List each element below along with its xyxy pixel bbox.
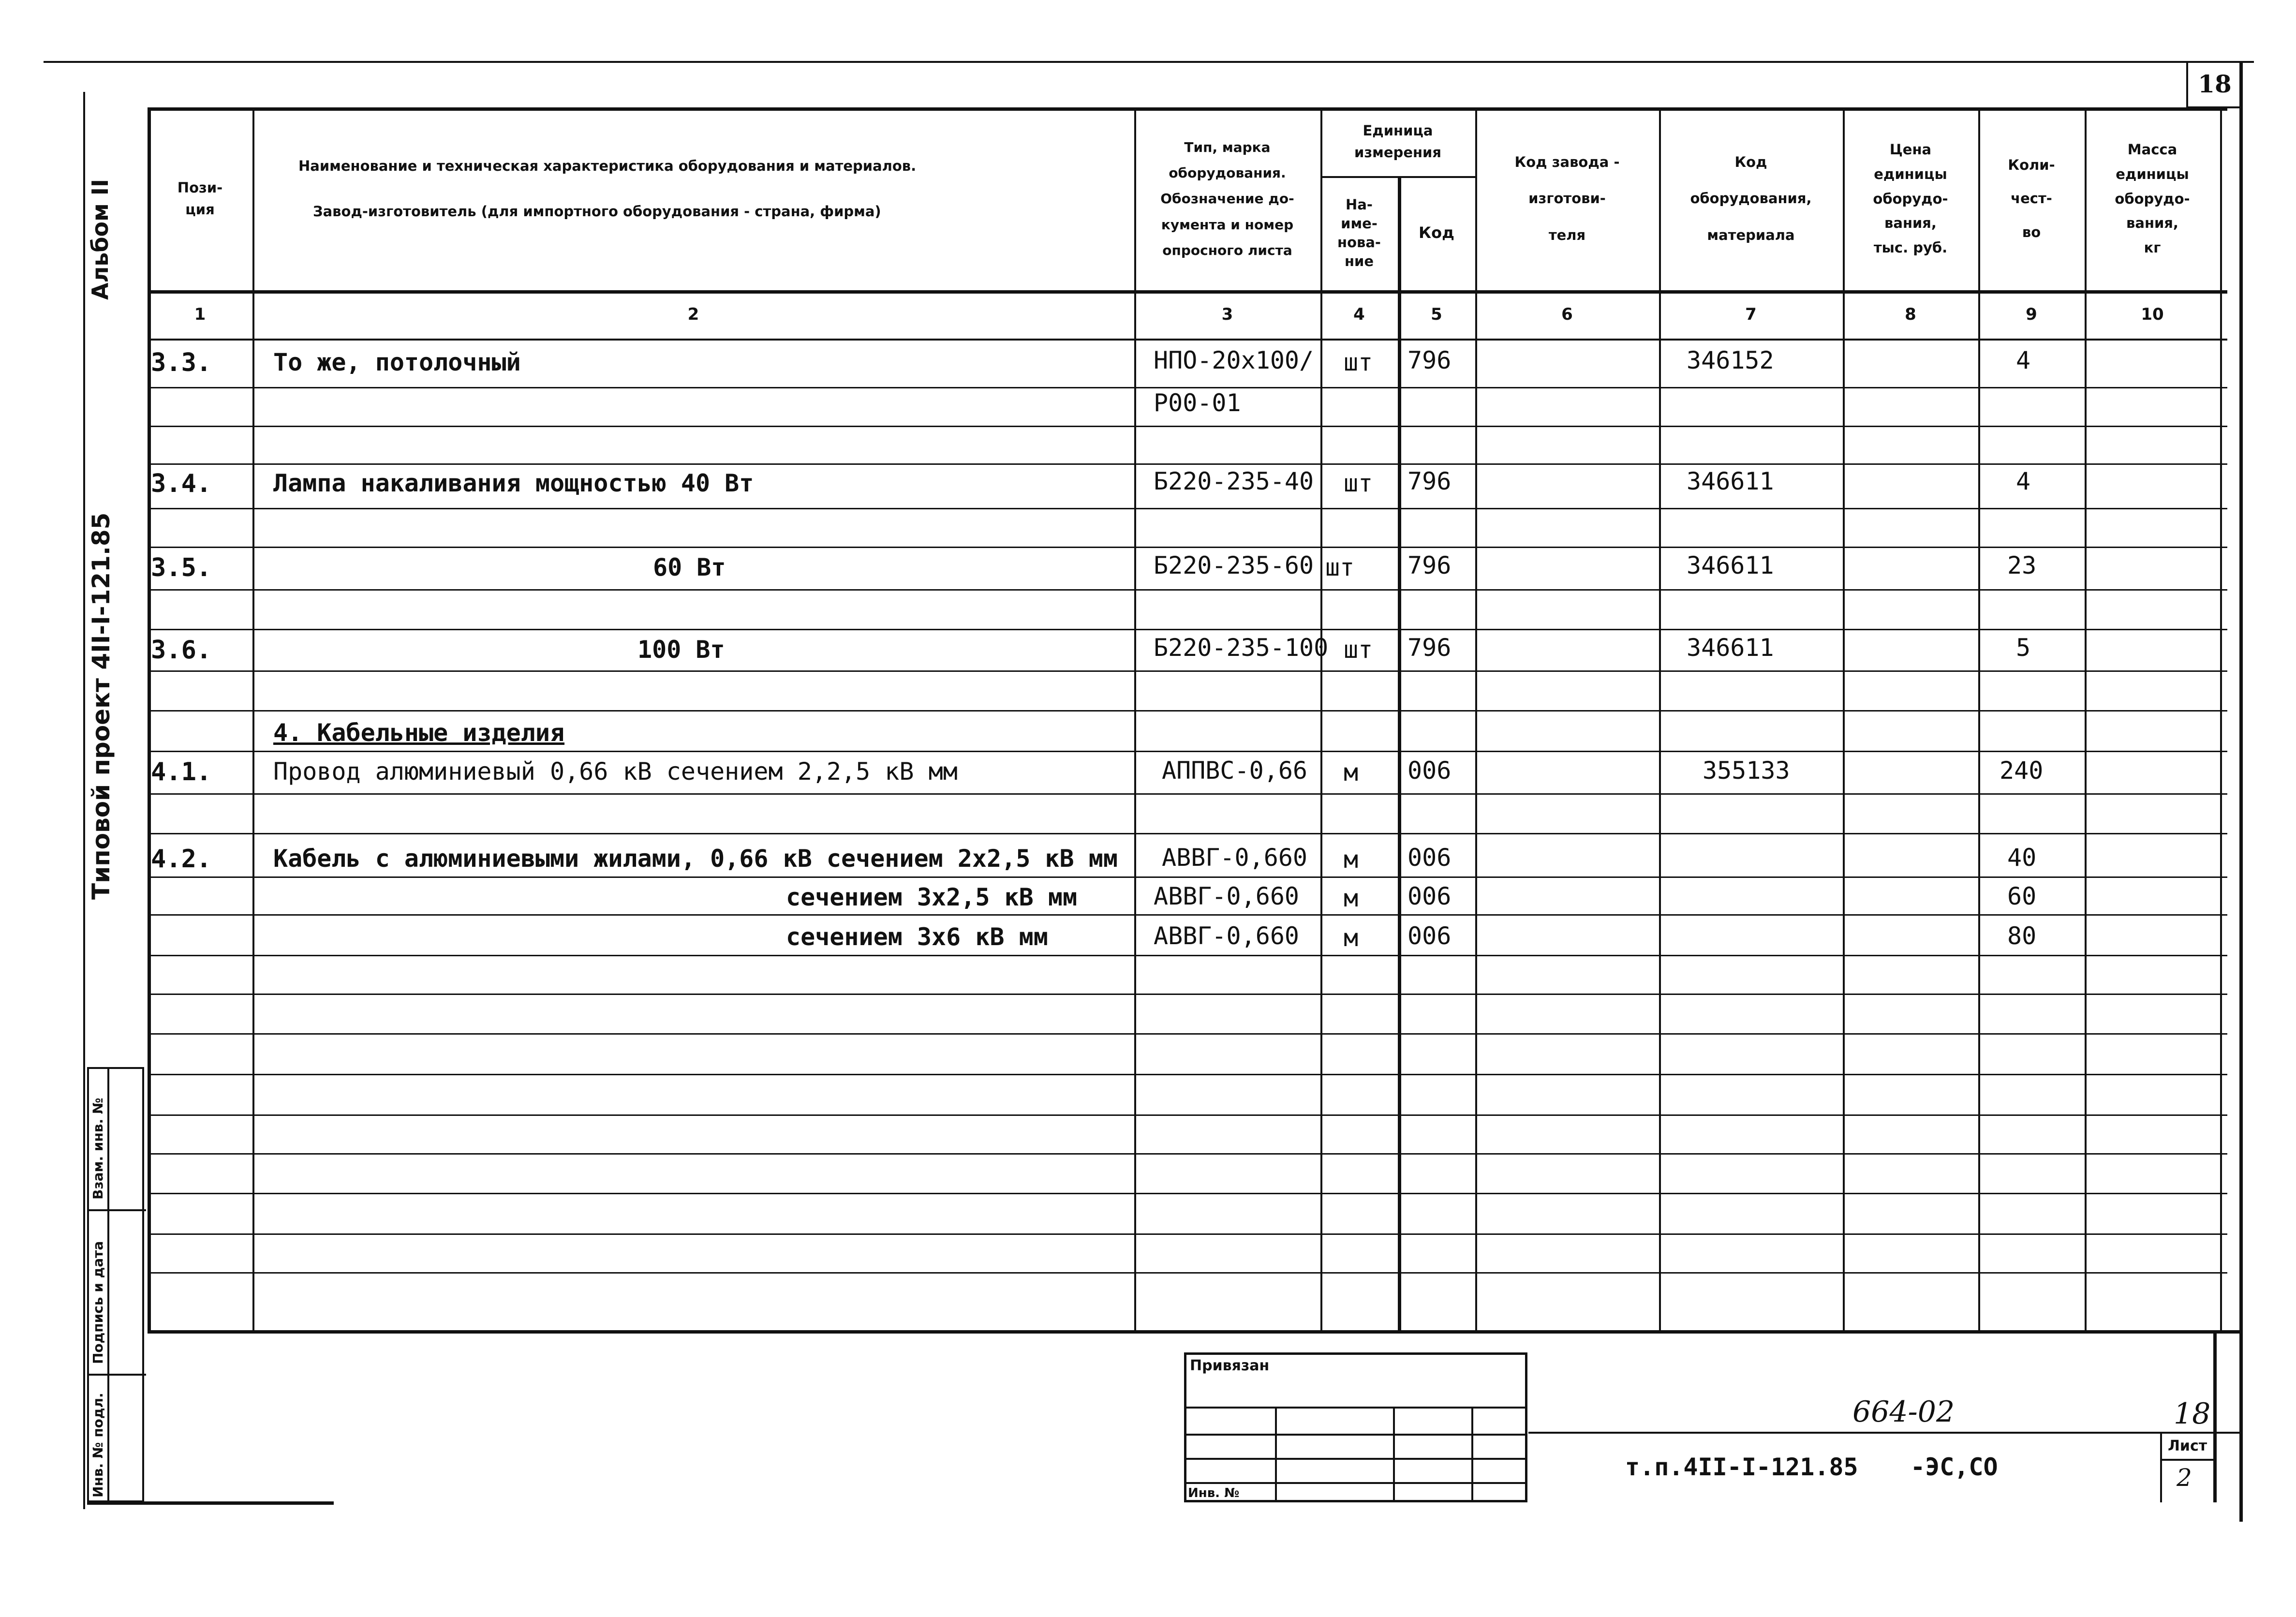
header-name-line1: Наименование и техническая характеристика оборудования и материалов. [298, 157, 917, 174]
row-quantity: 5 [2016, 634, 2031, 662]
row-quantity: 240 [2000, 757, 2044, 785]
sheet-number-box [2186, 61, 2241, 108]
row-equip-code: 355133 [1703, 757, 1790, 785]
header-plant-code: Код завода - изготови- теля [1514, 153, 1620, 243]
header-unit-code: Код [1419, 223, 1454, 242]
row-name: Кабель с алюминиевыми жилами, 0,66 кВ сечением 2х2,5 кВ мм [273, 845, 1118, 873]
row-unit-code: 796 [1407, 467, 1452, 495]
row-unit: шт [1344, 636, 1373, 664]
row-name: Лампа накаливания мощностью 40 Вт [273, 469, 754, 497]
album-label: Альбом II [87, 179, 113, 300]
header-unit-name: На- име- нова- ние [1337, 196, 1381, 270]
row-unit: шт [1325, 553, 1355, 581]
row-unit-code: 006 [1407, 882, 1452, 910]
row-equip-code: 346152 [1687, 346, 1774, 374]
row-unit: шт [1344, 348, 1373, 376]
row-position: 3.4. [151, 469, 212, 498]
row-unit-code: 006 [1407, 922, 1452, 950]
row-type: АВВГ-0,660 [1154, 882, 1300, 910]
row-quantity: 60 [2007, 882, 2037, 910]
header-quantity: Коли- чест- во [2008, 156, 2055, 240]
sheet-top-number: 18 [2174, 1397, 2211, 1431]
sheet-value: 2 [2177, 1464, 2192, 1492]
row-unit-code: 796 [1407, 346, 1452, 374]
header-mass: Масса единицы оборудо- вания, кг [2115, 141, 2190, 256]
row-type: Б220-235-40 [1154, 467, 1314, 495]
header-name-cell [252, 107, 1134, 290]
header-type: Тип, марка оборудования. Обозначение до- кумента и номер опросного листа [1160, 139, 1294, 258]
doc-suffix: -ЭС,СО [1911, 1453, 1998, 1481]
sheet-number: 18 [2198, 69, 2232, 98]
column-number: 9 [2026, 305, 2037, 324]
header-equip-code: Код оборудования, материала [1690, 153, 1812, 243]
stamp-inv-podl: Инв. № подл. [90, 1393, 106, 1498]
row-equip-code: 346611 [1687, 551, 1774, 579]
row-type: Б220-235-100 [1154, 634, 1329, 662]
top-border-line [44, 61, 2254, 63]
row-type: АВВГ-0,660 [1154, 922, 1300, 950]
row-name: Провод алюминиевый 0,66 кВ сечением 2,2,5 кВ мм [273, 757, 958, 786]
row-position: 4.1. [151, 757, 212, 786]
header-position: Пози- ция [177, 179, 223, 218]
row-quantity: 80 [2007, 922, 2037, 950]
column-number: 4 [1353, 305, 1365, 324]
project-code: т.п.4II-I-121.85 [1625, 1453, 1858, 1481]
row-type: Р00-01 [1154, 389, 1241, 417]
column-number: 8 [1905, 305, 1916, 324]
row-quantity: 23 [2007, 551, 2037, 579]
doc-number: 664-02 [1852, 1395, 1955, 1429]
row-quantity: 4 [2016, 467, 2031, 495]
row-type: Б220-235-60 [1154, 551, 1314, 579]
row-quantity: 40 [2007, 844, 2037, 872]
row-unit: шт [1344, 469, 1373, 497]
row-equip-code: 346611 [1687, 467, 1774, 495]
row-type: АППВС-0,66 [1162, 757, 1308, 785]
row-position: 3.6. [151, 636, 212, 665]
row-position: 4.2. [151, 845, 212, 874]
column-number: 7 [1745, 305, 1757, 324]
row-unit-code: 006 [1407, 844, 1452, 872]
header-name-line2: Завод-изготовитель (для импортного оборудования - страна, фирма) [313, 203, 881, 220]
row-name: сечением 3х2,5 кВ мм [786, 883, 1078, 911]
row-name: То же, потолочный [273, 348, 521, 376]
column-number: 2 [687, 305, 699, 324]
row-name: 100 Вт [637, 636, 725, 664]
row-type: АВВГ-0,660 [1162, 844, 1308, 872]
stamp-inv-vzam: Взам. инв. № [90, 1098, 106, 1200]
row-quantity: 4 [2016, 346, 2031, 374]
privyazan-label: Привязан [1190, 1357, 1270, 1374]
row-unit: м [1344, 846, 1359, 874]
left-frame-line [83, 92, 85, 1509]
row-name: 60 Вт [653, 553, 726, 581]
column-number: 1 [194, 305, 206, 324]
column-number: 6 [1561, 305, 1573, 324]
header-price: Цена единицы оборудо- вания, тыс. руб. [1873, 141, 1948, 256]
row-unit: м [1344, 884, 1359, 912]
privyazan-box [1184, 1352, 1527, 1502]
project-label: Типовой проект 4II-I-121.85 [87, 512, 115, 900]
inv-no-label: Инв. № [1188, 1486, 1240, 1500]
row-unit: м [1344, 924, 1359, 952]
row-unit-code: 796 [1407, 634, 1452, 662]
row-unit-code: 796 [1407, 551, 1452, 579]
stamp-sign-date: Подпись и дата [90, 1241, 106, 1364]
sheet-label: Лист [2168, 1438, 2207, 1454]
section-heading: 4. Кабельные изделия [273, 719, 565, 747]
header-unit: Единица измерения [1354, 122, 1441, 161]
row-position: 3.5. [151, 553, 212, 582]
column-number: 3 [1221, 305, 1233, 324]
row-position: 3.3. [151, 348, 212, 377]
row-equip-code: 346611 [1687, 634, 1774, 662]
row-type: НПО-20х100/ [1154, 346, 1314, 374]
column-number: 5 [1431, 305, 1442, 324]
column-number: 10 [2141, 305, 2164, 324]
row-name: сечением 3х6 кВ мм [786, 923, 1048, 951]
row-unit: м [1344, 758, 1359, 786]
row-unit-code: 006 [1407, 757, 1452, 785]
right-frame-line [2239, 61, 2243, 1522]
